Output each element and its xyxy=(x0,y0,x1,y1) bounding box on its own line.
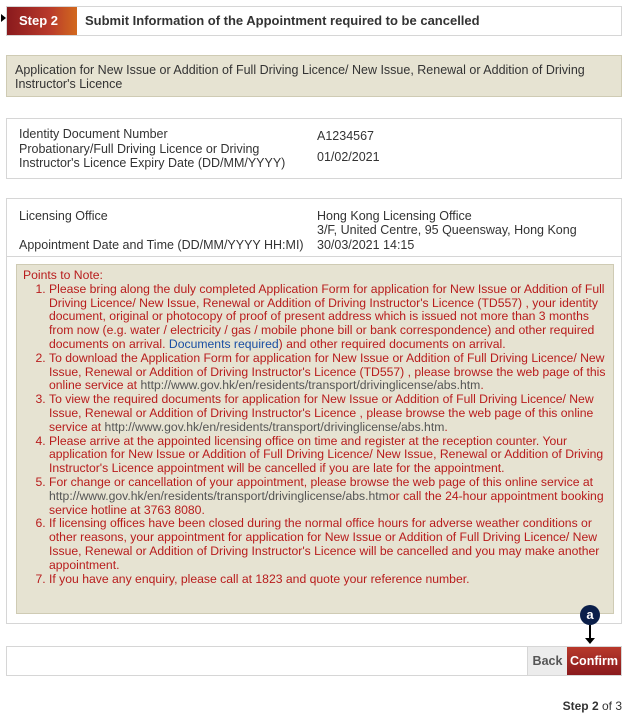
licensing-office-address: 3/F, United Centre, 95 Queensway, Hong Kong xyxy=(317,223,577,237)
step-header xyxy=(6,6,622,36)
step-title: Submit Information of the Appointment required to be cancelled xyxy=(85,13,480,28)
pointer-arrow-icon xyxy=(1,14,6,22)
points-to-note-box xyxy=(16,264,614,614)
note-item: 1. Please bring along the duly completed Application Form for application for New Issue or Addition of Full Driving Licence/ New Issue, Renewal or Addition of Driving Instructor's Licence (TD557) , your identity document, original or photocopy of proof of present address which is issued not more than 3 months from now (e.g. water / electricity / gas / mobile phone bill or bank correspondence) and other required documents on arrival. Documents required) and other required documents on arrival. xyxy=(49,283,607,352)
note-item: 4. Please arrive at the appointed licensing office on time and register at the reception counter. Your application for New Issue or Addition of Full Driving Licence/ New Issue, Renewal or Addition of Driving Instructor's Licence appointment will be cancelled if you are late for the appointment. xyxy=(49,435,607,476)
application-type: Application for New Issue or Addition of Full Driving Licence/ New Issue, Renewal or Addition of Driving Instructor's Licence xyxy=(6,55,622,97)
confirm-button[interactable]: Confirm xyxy=(567,647,621,675)
expiry-date-label: Probationary/Full Driving Licence or Driving Instructor's Licence Expiry Date (DD/MM/YYYY) xyxy=(19,142,286,170)
note-item: 3. To view the required documents for application for New Issue or Addition of Full Driving Licence/ New Issue, Renewal or Addition of Driving Instructor's Licence , please browse the web page of this online service at http://www.gov.hk/en/residents/transport/drivinglicense/abs.htm. xyxy=(49,393,607,434)
note-item: 5. For change or cancellation of your appointment, please browse the web page of this online service at http://www.gov.hk/en/residents/transport/drivinglicense/abs.htmor call the 24-hour appointment booking service hotline at 3763 8080. xyxy=(49,476,607,517)
notes-heading: Points to Note: xyxy=(23,268,103,282)
licensing-office-name: Hong Kong Licensing Office xyxy=(317,209,472,223)
points-to-note-panel xyxy=(6,256,622,624)
doc-number-label: Identity Document Number xyxy=(19,127,168,141)
note-item: 6. If licensing offices have been closed during the normal office hours for adverse weather conditions or other reasons, your appointment for application for New Issue or Addition of Full Driving Licence/ New Issue, Renewal or Addition of Driving Instructor's Licence will be cancelled and you may make another appointment. xyxy=(49,517,607,572)
step-word: Step xyxy=(562,699,589,713)
doc-number-value: A1234567 xyxy=(317,129,375,143)
step-indicator xyxy=(563,699,622,713)
appointment-panel xyxy=(6,198,622,260)
annotation-marker: a xyxy=(580,605,600,625)
expiry-date-value: 01/02/2021 xyxy=(317,150,380,164)
total-steps: of 3 xyxy=(601,699,622,713)
arrow-down-icon xyxy=(585,638,595,644)
documents-required-link[interactable]: Documents required xyxy=(168,336,279,351)
step-badge: Step 2 xyxy=(7,7,77,35)
back-button[interactable]: Back xyxy=(527,647,567,675)
appointment-datetime-value: 30/03/2021 14:15 xyxy=(317,238,415,252)
notes-list xyxy=(49,283,607,587)
licensing-office-label: Licensing Office xyxy=(19,209,108,223)
annotation-arrow-line xyxy=(589,625,591,639)
appointment-datetime-label: Appointment Date and Time (DD/MM/YYYY HH:MI) xyxy=(19,238,304,252)
note-item: 2. To download the Application Form for application for New Issue or Addition of Full Driving Licence/ New Issue, Renewal or Addition of Driving Instructor's Licence (TD557) , please browse the web page of this online service at http://www.gov.hk/en/residents/transport/drivinglicense/abs.htm. xyxy=(49,352,607,393)
current-step: 2 xyxy=(591,699,599,713)
action-bar xyxy=(6,646,622,676)
web-page-link[interactable]: http://www.gov.hk/en/residents/transport/drivinglicense/abs.htm xyxy=(49,488,389,503)
web-page-link[interactable]: http://www.gov.hk/en/residents/transport/drivinglicense/abs.htm xyxy=(104,419,445,434)
identity-panel xyxy=(6,118,622,179)
note-item: 7. If you have any enquiry, please call at 1823 and quote your reference number. xyxy=(49,573,607,587)
web-page-link[interactable]: http://www.gov.hk/en/residents/transport/drivinglicense/abs.htm xyxy=(140,378,481,393)
